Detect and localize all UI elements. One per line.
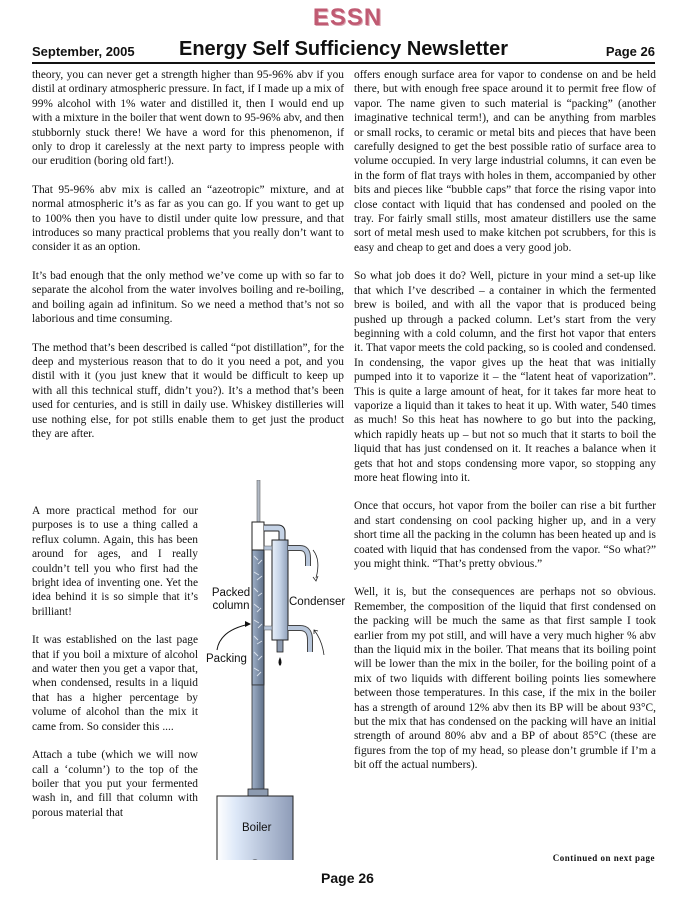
reflux-column-diagram	[200, 480, 350, 860]
paragraph: offers enough surface area for vapor to condense on and be held there, but with enough free space around it to permit free flow of vapor. The name given to such material is “packing” (another imaginative technical term!), and can be anything from marbles or small rocks, to ceramic or metal bits and pieces that have been carefully designed to get the best possible ratio of surface area to volume occupied. In very large industrial columns, it can even be in the form of flat trays with holes in them, accompanied by other bits and pieces like “bubble caps” that force the rising vapor into close contact with liquid that has condensed and pooled on the tray. For fairly small stills, most amateur distillers use the same sort of metal mesh used to make kitchen pot scrubbers, for this is easy and cheap to get and does a very good job.	[354, 69, 656, 254]
paragraph: Well, it is, but the consequences are perhaps not so obvious. Remember, the composition of the liquid that first condensed on the packing will be much the same as that first sample I took earlier from my pot still, and will have a very much higher % abv than the liquid mix in the boiler. That means that its boiling point will be lower than the mix in the boiler, for the boiling point of a mix of two liquids with different boiling points lies somewhere between those temperatures. In this case, if the mix in the boiler has a strength of around 12% abv then its BP will be about 93°C, but the mix that has condensed on the packing will have an initial strength of around 80% abv and a BP of about 85°C (these are figures from the top of my head, so please don’t grumble if I’m a bit off the actual numbers).	[354, 586, 656, 772]
footer-page-number: Page 26	[321, 870, 374, 886]
label-packing: Packing	[206, 653, 247, 665]
essn-logo: ESSN	[312, 4, 383, 31]
paragraph: That 95-96% abv mix is called an “azeotropic” mixture, and at normal atmospheric it’s as far as you can go. If you want to get up to 100% then you have to distil under quite low pressure, and that introduces so many practical problems that you really don’t want to consider it as an option.	[32, 183, 344, 254]
paragraph: It was established on the last page that if you boil a mixture of alcohol and water then you get a vapor that, when condensed, results in a liquid that has a higher percentage by volume of alcohol than the mix it came from. So consider this ....	[32, 634, 198, 733]
newsletter-title: Energy Self Sufficiency Newsletter	[178, 38, 508, 60]
left-column	[32, 68, 344, 455]
paragraph: So what job does it do? Well, picture in your mind a set-up like that which I’ve described – a container in which the fermented brew is boiled, and with all the vapor that is produced being pushed up through a packed column. Let’s start from the very beginning with a cold column, and the first hot vapor that enters it. That vapor meets the cold packing, so is cooled and condensed. In condensing, the vapor gives up the heat that was initially pumped into it to vaporize it – the “latent heat of vaporization”. This is quite a large amount of heat, for it takes far more heat to vaporize a liquid than it takes to heat it up. With water, 540 times as much! So this heat has nowhere to go but into the packing, which rapidly heats up – but not so much that it starts to boil the liquid that has just condensed on it. It reaches a balance when it gets that hot and stops condensing more vapor, so stopping any more heat flowing into it.	[354, 270, 656, 484]
paragraph: A more practical method for our purposes is to use a thing called a reflux column. Again, this has been around for ages, and I really couldn’t tell you who first had the bright idea of inventing one. Yet the idea behind it is so simple that it’s brilliant!	[32, 505, 198, 618]
paragraph: theory, you can never get a strength higher than 95-96% abv if you distil at ordinary atmospheric pressure. In fact, if I made up a mix of 99% alcohol with 1% water and distilled it, then I would end up with a mixture in the boiler that went down to 95-96% abv, and then stubbornly stuck there! We have a word for this phenomenon, if only to drop it carelessly at the next party to impress people with our erudition (boring old fart!).	[32, 69, 344, 168]
paragraph: The method that’s been described is called “pot distillation”, for the deep and mysterious reason that to do it you need a pot, and you distil with it (you just knew that it would be difficult to keep up with all this technical stuff, didn’t you?). It’s a method that’s been used for centuries, and is still in daily use. Whiskey distilleries will use nothing else, for pot stills enable them to get just the product they are after.	[32, 341, 344, 440]
label-boiler: Boiler	[242, 822, 272, 834]
label-packed-column: Packed column	[211, 587, 251, 612]
paragraph: It’s bad enough that the only method we’ve come up with so far to separate the alcohol from the water involves boiling and re-boiling, and boiling again ad infinitum. So we need a method that’s not so laborious and time consuming.	[32, 269, 344, 326]
masthead	[32, 36, 655, 64]
right-column	[354, 68, 656, 787]
header-page-number: Page 26	[605, 44, 655, 59]
label-condenser: Condenser	[289, 596, 346, 608]
paragraph: Once that occurs, hot vapor from the boiler can rise a bit further and start condensing on cool packing higher up, and in a very short time all the packing in the column has been heated up and is coated with liquid that has condensed from the vapor. “So what?” you might think. “That’s pretty obvious.”	[354, 500, 656, 570]
left-column-narrow	[32, 504, 198, 834]
reflux-still-illustration	[200, 480, 350, 860]
issue-date: September, 2005	[32, 44, 135, 59]
paragraph: Attach a tube (which we will now call a ‘column’) to the top of the boiler that you put your fermented wash in, and fill that column with porous material that	[32, 749, 198, 819]
continued-note: Continued on next page	[552, 853, 655, 863]
